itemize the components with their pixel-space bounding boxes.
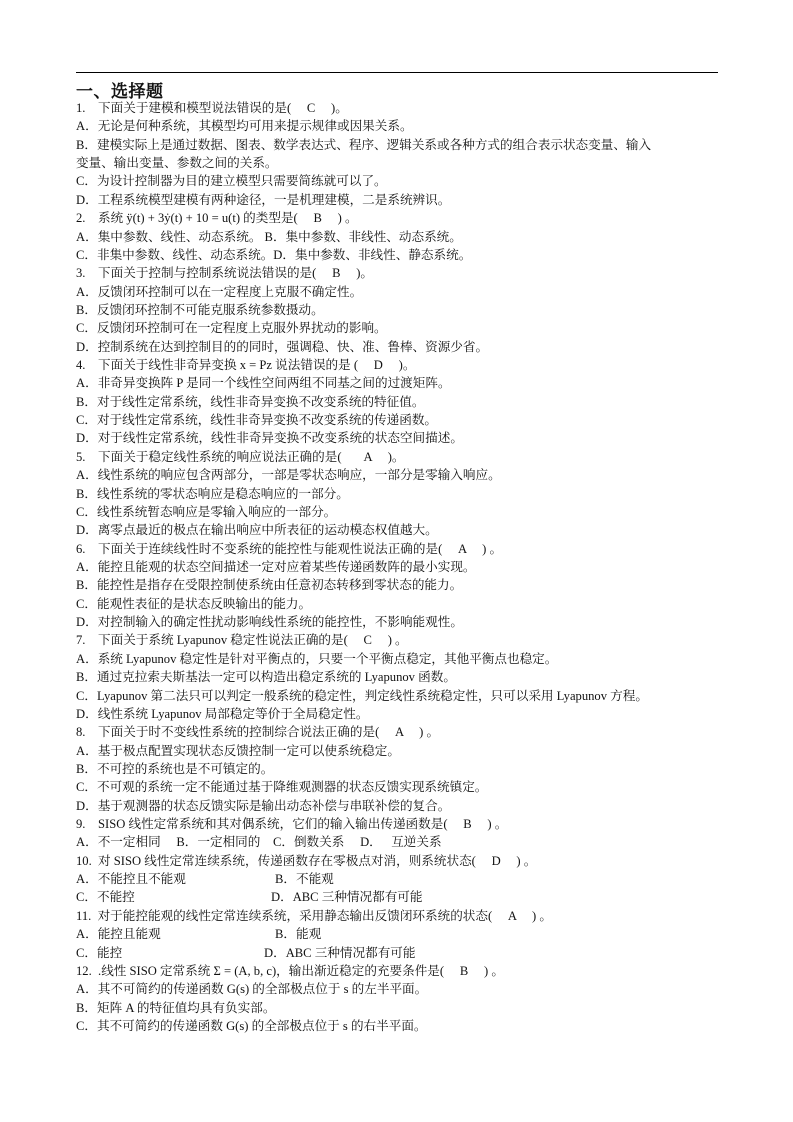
text-line	[76, 815, 721, 833]
text-line	[76, 613, 721, 631]
line-text: A．能控且能观	[76, 927, 161, 942]
text-line	[76, 99, 721, 117]
text-line	[76, 466, 721, 484]
line-text: B．反馈闭环控制不可能克服系统参数摄动。	[76, 302, 324, 317]
text-line	[76, 503, 721, 521]
line-text: A．基于极点配置实现状态反馈控制一定可以使系统稳定。	[76, 743, 400, 758]
line-text: B．能控性是指存在受限控制使系统由任意初态转移到零状态的能力。	[76, 578, 463, 593]
option-right-column: B．不能观	[275, 872, 334, 887]
text-line	[76, 742, 721, 760]
line-text: 9. SISO 线性定常系统和其对偶系统，它们的输入输出传递函数是( B ) 。	[76, 817, 508, 832]
text-line	[76, 705, 721, 723]
text-line	[76, 631, 721, 649]
line-text: 8. 下面关于时不变线性系统的控制综合说法正确的是( A ) 。	[76, 725, 440, 740]
line-text: D．对控制输入的确定性扰动影响线性系统的能控性，不影响能观性。	[76, 615, 463, 630]
line-text: C．其不可简约的传递函数 G(s) 的全部极点位于 s 的右半平面。	[76, 1018, 427, 1033]
line-text: A．线性系统的响应包含两部分，一部是零状态响应，一部分是零输入响应。	[76, 468, 501, 483]
line-text: A．非奇异变换阵 P 是同一个线性空间两组不同基之间的过渡矩阵。	[76, 376, 451, 391]
option-right-column: D．ABC 三种情况都有可能	[271, 890, 423, 905]
line-text: C．不能控	[76, 890, 135, 905]
text-line	[76, 558, 721, 576]
text-line	[76, 962, 721, 980]
line-text: 1. 下面关于建模和模型说法错误的是( C )。	[76, 101, 348, 115]
line-text: D．对于线性定常系统，线性非奇异变换不改变系统的状态空间描述。	[76, 431, 463, 446]
line-text: C．对于线性定常系统，线性非奇异变换不改变系统的传递函数。	[76, 413, 438, 428]
text-line	[76, 301, 721, 319]
line-text: C．非集中参数、线性、动态系统。D．集中参数、非线性、静态系统。	[76, 247, 472, 262]
text-line	[76, 448, 721, 466]
line-text: 7. 下面关于系统 Lyapunov 稳定性说法正确的是( C ) 。	[76, 633, 408, 648]
line-text: A．其不可简约的传递函数 G(s) 的全部极点位于 s 的左半平面。	[76, 982, 428, 997]
line-text: A．不一定相同 B．一定相同的 C．倒数关系 D． 互逆关系	[76, 835, 442, 850]
header-rule	[76, 72, 718, 73]
text-line	[76, 283, 721, 301]
text-line	[76, 521, 721, 539]
line-text: 12. .线性 SISO 定常系统 Σ = (A, b, c)，输出渐近稳定的充要条件是( B ) 。	[76, 963, 504, 978]
line-text: D．离零点最近的极点在输出响应中所表征的运动模态权值越大。	[76, 523, 438, 538]
line-text: A．集中参数、线性、动态系统。 B．集中参数、非线性、动态系统。	[76, 229, 462, 244]
text-line	[76, 650, 721, 668]
text-line	[76, 980, 721, 998]
option-right-column: B．能观	[275, 927, 322, 942]
line-text: B．矩阵 A 的特征值均具有负实部。	[76, 1000, 276, 1015]
text-line	[76, 356, 721, 374]
line-text: D．控制系统在达到控制目的的同时，强调稳、快、准、鲁棒、资源少省。	[76, 339, 489, 354]
text-line	[76, 136, 721, 154]
text-line	[76, 1017, 721, 1035]
line-text: 10. 对 SISO 线性定常连续系统，传递函数存在零极点对消，则系统状态( D ) 。	[76, 853, 537, 868]
text-line	[76, 338, 721, 356]
line-text: 2. 系统 ÿ(t) + 3ẏ(t) + 10 = u(t) 的类型是( B ) 。	[76, 211, 358, 226]
line-text: A．系统 Lyapunov 稳定性是针对平衡点的，只要一个平衡点稳定，其他平衡点也稳定。	[76, 651, 558, 666]
line-text: 4. 下面关于线性非奇异变换 x = Pz 说法错误的是 ( D )。	[76, 358, 416, 373]
section-title: 一、选择题	[76, 82, 164, 102]
text-line	[76, 393, 721, 411]
text-line	[76, 246, 721, 264]
line-text: C．不可观的系统一定不能通过基于降维观测器的状态反馈实现系统镇定。	[76, 780, 488, 795]
text-line	[76, 852, 721, 870]
line-text: B．不可控的系统也是不可镇定的。	[76, 761, 274, 776]
text-line	[76, 485, 721, 503]
text-line	[76, 540, 721, 558]
line-text: D．工程系统模型建模有两种途径，一是机理建模，二是系统辨识。	[76, 192, 451, 207]
text-line	[76, 595, 721, 613]
text-line	[76, 907, 721, 925]
line-text: D．线性系统 Lyapunov 局部稳定等价于全局稳定性。	[76, 706, 369, 721]
text-line	[76, 999, 721, 1017]
text-line	[76, 888, 721, 906]
line-text: C．Lyapunov 第二法只可以判定一般系统的稳定性，判定线性系统稳定性，只可以采用 Lyapunov 方程。	[76, 688, 648, 703]
line-text: C．能控	[76, 945, 123, 960]
text-line	[76, 172, 721, 190]
question-list	[76, 99, 721, 1035]
text-line	[76, 668, 721, 686]
text-line	[76, 374, 721, 392]
text-line	[76, 228, 721, 246]
text-line	[76, 117, 721, 135]
text-line	[76, 778, 721, 796]
line-text: A．能控且能观的状态空间描述一定对应着某些传递函数阵的最小实现。	[76, 559, 476, 574]
line-text: C．线性系统暂态响应是零输入响应的一部分。	[76, 504, 337, 519]
option-right-column: D．ABC 三种情况都有可能	[264, 945, 416, 960]
text-line	[76, 687, 721, 705]
line-text: 6. 下面关于连续线性时不变系统的能控性与能观性说法正确的是( A ) 。	[76, 541, 503, 556]
text-line	[76, 833, 721, 851]
line-text: B．对于线性定常系统，线性非奇异变换不改变系统的特征值。	[76, 394, 425, 409]
text-line	[76, 723, 721, 741]
text-line	[76, 925, 721, 943]
text-line	[76, 944, 721, 962]
text-line	[76, 319, 721, 337]
text-line	[76, 797, 721, 815]
line-text: C．为设计控制器为目的建立模型只需要简练就可以了。	[76, 174, 387, 189]
line-text: B．建模实际上是通过数据、图表、数学表达式、程序、逻辑关系或各种方式的组合表示状态变量、输入	[76, 137, 652, 152]
text-line	[76, 411, 721, 429]
line-text: C．能观性表征的是状态反映输出的能力。	[76, 596, 312, 611]
line-text: 11. 对于能控能观的线性定常连续系统，采用静态输出反馈闭环系统的状态( A ) 。	[76, 908, 552, 923]
text-line	[76, 264, 721, 282]
line-text: 5. 下面关于稳定线性系统的响应说法正确的是( A )。	[76, 449, 405, 464]
text-line	[76, 154, 721, 172]
text-line	[76, 576, 721, 594]
line-text: C．反馈闭环控制可在一定程度上克服外界扰动的影响。	[76, 321, 387, 336]
text-line	[76, 209, 721, 227]
line-text: A．不能控且不能观	[76, 872, 186, 887]
line-text: A．无论是何种系统，其模型均可用来提示规律或因果关系。	[76, 119, 413, 134]
line-text: 3. 下面关于控制与控制系统说法错误的是( B )。	[76, 266, 373, 281]
text-line	[76, 191, 721, 209]
line-text: B．通过克拉索夫斯基法一定可以构造出稳定系统的 Lyapunov 函数。	[76, 670, 456, 685]
line-text: A．反馈闭环控制可以在一定程度上克服不确定性。	[76, 284, 363, 299]
line-text: D．基于观测器的状态反馈实际是输出动态补偿与串联补偿的复合。	[76, 798, 451, 813]
text-line	[76, 760, 721, 778]
text-line	[76, 870, 721, 888]
text-line	[76, 429, 721, 447]
line-text: B．线性系统的零状态响应是稳态响应的一部分。	[76, 486, 349, 501]
line-text: 变量、输出变量、参数之间的关系。	[76, 156, 278, 171]
